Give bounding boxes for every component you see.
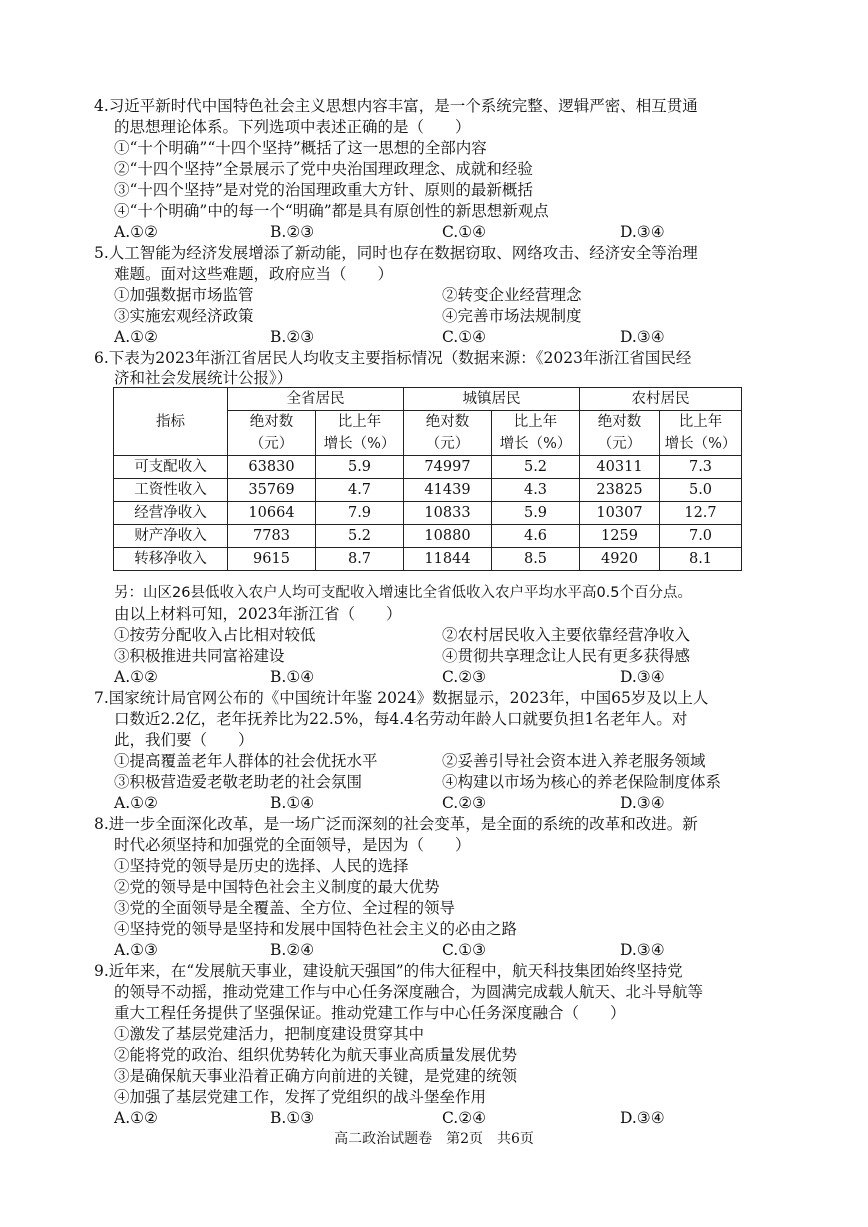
- q7-stem-line3: 此，我们要（ ）: [114, 731, 254, 749]
- table-header-indicator: 指标: [114, 388, 228, 456]
- income-table: [113, 387, 742, 571]
- q5-choice-c: C.①④: [442, 328, 487, 346]
- table-cell: 7.0: [660, 525, 742, 548]
- table-cell: 1259: [580, 525, 660, 548]
- q9-item-4: ④加强了基层党建工作，发挥了党组织的战斗堡垒作用: [114, 1088, 487, 1106]
- table-row: [114, 456, 742, 479]
- table-row-label: 经营净收入: [114, 502, 228, 525]
- table-subheader-abs: 绝对数 （元）: [580, 411, 660, 456]
- q6-question: 由以上材料可知，2023年浙江省（ ）: [114, 605, 402, 623]
- q4-choice-d: D.③④: [620, 223, 665, 241]
- table-cell: 8.7: [316, 548, 404, 571]
- q6-stem-line1: 6.下表为2023年浙江省居民人均收支主要指标情况（数据来源：《2023年浙江省国民经: [94, 349, 692, 367]
- q6-choice-b: B.①④: [270, 668, 315, 686]
- q4-stem-line2: 的思想理论体系。下列选项中表述正确的是（ ）: [114, 118, 471, 136]
- table-cell: 7783: [228, 525, 316, 548]
- q5-item-4: ④完善市场法规制度: [442, 307, 582, 325]
- table-cell: 74997: [404, 456, 492, 479]
- table-cell: 8.5: [492, 548, 580, 571]
- q8-item-3: ③党的全面领导是全覆盖、全方位、全过程的领导: [114, 899, 456, 917]
- q6-item-3: ③积极推进共同富裕建设: [114, 647, 285, 665]
- q4-item-4: ④“十个明确”中的每一个“明确”都是具有原创性的新思想新观点: [114, 202, 549, 220]
- table-subheader-growth: 比上年 增长（%）: [492, 411, 580, 456]
- q6-item-1: ①按劳分配收入占比相对较低: [114, 626, 316, 644]
- table-cell: 4.7: [316, 479, 404, 502]
- q7-item-3: ③积极营造爱老敬老助老的社会氛围: [114, 773, 363, 791]
- table-subheader-growth: 比上年 增长（%）: [316, 411, 404, 456]
- q5-item-3: ③实施宏观经济政策: [114, 307, 254, 325]
- q8-choice-d: D.③④: [620, 941, 665, 959]
- q7-stem-line1: 7.国家统计局官网公布的《中国统计年鉴 2024》数据显示，2023年，中国65岁及以上人: [94, 689, 709, 707]
- q6-choice-c: C.②③: [442, 668, 487, 686]
- q8-item-2: ②党的领导是中国特色社会主义制度的最大优势: [114, 878, 440, 896]
- table-cell: 9615: [228, 548, 316, 571]
- q5-item-1: ①加强数据市场监管: [114, 286, 254, 304]
- table-cell: 12.7: [660, 502, 742, 525]
- q5-stem-line2: 难题。面对这些难题，政府应当（ ）: [114, 265, 394, 283]
- table-cell: 4920: [580, 548, 660, 571]
- q6-item-4: ④贯彻共享理念让人民有更多获得感: [442, 647, 691, 665]
- table-cell: 10833: [404, 502, 492, 525]
- q4-item-3: ③“十四个坚持”是对党的治国理政重大方针、原则的最新概括: [114, 181, 533, 199]
- q7-item-1: ①提高覆盖老年人群体的社会优抚水平: [114, 752, 378, 770]
- table-cell: 10880: [404, 525, 492, 548]
- q9-choice-d: D.③④: [620, 1109, 665, 1127]
- q9-choice-b: B.①③: [270, 1109, 315, 1127]
- q8-item-4: ④坚持党的领导是坚持和发展中国特色社会主义的必由之路: [114, 920, 518, 938]
- q7-choice-c: C.②③: [442, 794, 487, 812]
- table-header-urban: 城镇居民: [404, 388, 580, 411]
- table-cell: 35769: [228, 479, 316, 502]
- table-cell: 5.2: [316, 525, 404, 548]
- q5-stem-line1: 5.人工智能为经济发展增添了新动能，同时也存在数据窃取、网络攻击、经济安全等治理: [94, 244, 698, 262]
- table-cell: 40311: [580, 456, 660, 479]
- q9-stem-line2: 的领导不动摇，推动党建工作与中心任务深度融合，为圆满完成载人航天、北斗导航等: [114, 983, 704, 1001]
- q8-stem-line1: 8.进一步全面深化改革，是一场广泛而深刻的社会变革，是全面的系统的改革和改进。新: [94, 815, 698, 833]
- page-footer: 高二政治试题卷 第2页 共6页: [334, 1131, 534, 1147]
- table-subheader-abs: 绝对数 （元）: [404, 411, 492, 456]
- table-cell: 5.0: [660, 479, 742, 502]
- q5-choice-a: A.①②: [114, 328, 158, 346]
- table-cell: 11844: [404, 548, 492, 571]
- table-cell: 5.2: [492, 456, 580, 479]
- table-cell: 4.6: [492, 525, 580, 548]
- table-row: [114, 502, 742, 525]
- q5-item-2: ②转变企业经营理念: [442, 286, 582, 304]
- q6-stem-line2: 济和社会发展统计公报》）: [114, 369, 293, 387]
- q8-choice-c: C.①③: [442, 941, 487, 959]
- table-row: [114, 479, 742, 502]
- table-cell: 10307: [580, 502, 660, 525]
- q5-choice-b: B.②③: [270, 328, 315, 346]
- q4-choice-a: A.①②: [114, 223, 158, 241]
- q9-stem-line3: 重大工程任务提供了坚强保证。推动党建工作与中心任务深度融合（ ）: [114, 1004, 626, 1022]
- q7-choice-b: B.①④: [270, 794, 315, 812]
- table-cell: 7.9: [316, 502, 404, 525]
- q5-choice-d: D.③④: [620, 328, 665, 346]
- q6-item-2: ②农村居民收入主要依靠经营净收入: [442, 626, 691, 644]
- table-cell: 8.1: [660, 548, 742, 571]
- q6-choice-a: A.①②: [114, 668, 158, 686]
- table-cell: 4.3: [492, 479, 580, 502]
- q8-choice-a: A.①③: [114, 941, 158, 959]
- q7-choice-d: D.③④: [620, 794, 665, 812]
- q7-choice-a: A.①②: [114, 794, 158, 812]
- q9-item-1: ①激发了基层党建活力，把制度建设贯穿其中: [114, 1025, 425, 1043]
- q9-stem-line1: 9.近年来，在“发展航天事业，建设航天强国”的伟大征程中，航天科技集团始终坚持党: [94, 962, 683, 980]
- table-header-rural: 农村居民: [580, 388, 742, 411]
- q4-choice-c: C.①④: [442, 223, 487, 241]
- table-row-label: 工资性收入: [114, 479, 228, 502]
- table-cell: 5.9: [492, 502, 580, 525]
- q4-item-1: ①“十个明确”“十四个坚持”概括了这一思想的全部内容: [114, 139, 487, 157]
- q9-item-3: ③是确保航天事业沿着正确方向前进的关键，是党建的统领: [114, 1067, 518, 1085]
- table-row-label: 转移净收入: [114, 548, 228, 571]
- q4-item-2: ②“十四个坚持”全景展示了党中央治国理政理念、成就和经验: [114, 160, 533, 178]
- q8-stem-line2: 时代必须坚持和加强党的全面领导，是因为（ ）: [114, 836, 471, 854]
- table-cell: 23825: [580, 479, 660, 502]
- q6-note: 另：山区26县低收入农户人均可支配收入增速比全省低收入农户平均水平高0.5个百分点。: [114, 585, 693, 601]
- table-cell: 10664: [228, 502, 316, 525]
- table-header-province: 全省居民: [228, 388, 404, 411]
- q6-choice-d: D.③④: [620, 668, 665, 686]
- table-cell: 63830: [228, 456, 316, 479]
- q8-item-1: ①坚持党的领导是历史的选择、人民的选择: [114, 857, 409, 875]
- q7-item-4: ④构建以市场为核心的养老保险制度体系: [442, 773, 722, 791]
- table-header-row-groups: [114, 388, 742, 411]
- table-row-label: 财产净收入: [114, 525, 228, 548]
- q9-item-2: ②能将党的政治、组织优势转化为航天事业高质量发展优势: [114, 1046, 518, 1064]
- table-subheader-growth: 比上年 增长（%）: [660, 411, 742, 456]
- table-body: [114, 456, 742, 571]
- table-cell: 5.9: [316, 456, 404, 479]
- q4-choice-b: B.②③: [270, 223, 315, 241]
- table-row-label: 可支配收入: [114, 456, 228, 479]
- q4-stem-line1: 4.习近平新时代中国特色社会主义思想内容丰富，是一个系统完整、逻辑严密、相互贯通: [94, 97, 698, 115]
- q7-stem-line2: 口数近2.2亿，老年抚养比为22.5%，每4.4名劳动年龄人口就要负担1名老年人。对: [114, 710, 688, 728]
- q9-choice-a: A.①②: [114, 1109, 158, 1127]
- table-subheader-abs: 绝对数 （元）: [228, 411, 316, 456]
- q7-item-2: ②妥善引导社会资本进入养老服务领域: [442, 752, 706, 770]
- table-row: [114, 548, 742, 571]
- table-cell: 41439: [404, 479, 492, 502]
- q8-choice-b: B.②④: [270, 941, 315, 959]
- q9-choice-c: C.②④: [442, 1109, 487, 1127]
- table-cell: 7.3: [660, 456, 742, 479]
- table-row: [114, 525, 742, 548]
